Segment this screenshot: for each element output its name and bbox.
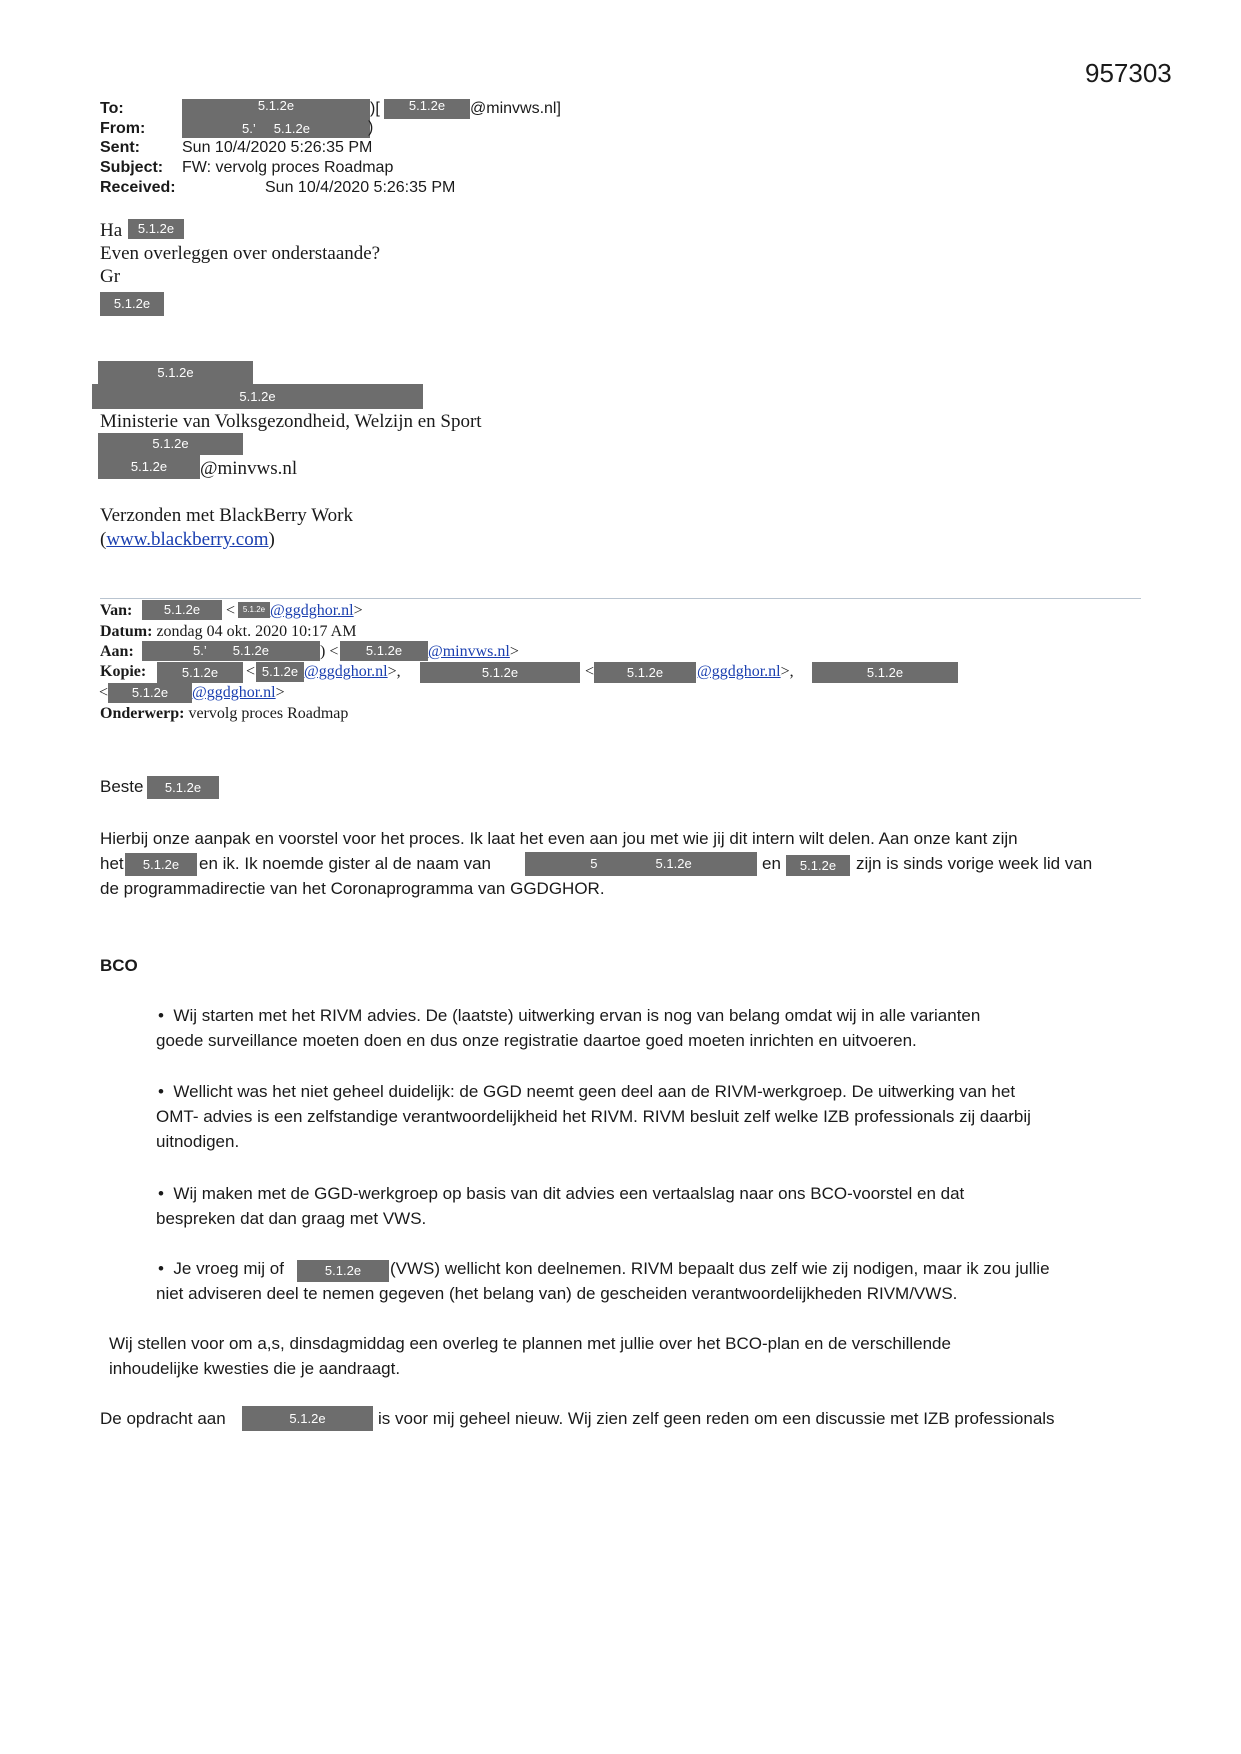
note-line2: Gr <box>100 266 121 287</box>
redaction-box: 5.1.2e <box>98 361 253 385</box>
redaction-box: 5.1.2e <box>125 853 197 876</box>
redaction-box: 5.1.2e <box>100 292 164 316</box>
bullet-4-text-a: Je vroeg mij of <box>173 1259 284 1278</box>
redaction-box: 5.1.2e <box>256 662 304 682</box>
kopie-email3-link[interactable]: @ggdghor.nl <box>192 684 276 701</box>
redaction-box: 5.1.2e <box>594 662 696 683</box>
kopie-sep2: >, <box>780 663 794 680</box>
redaction-box: 5.1.2e <box>128 219 184 239</box>
aan-mid: ) < <box>320 643 339 660</box>
aan-email-link[interactable]: @minvws.nl <box>428 643 510 660</box>
kopie-sep: >, <box>387 663 401 680</box>
bullet-icon: • <box>158 1082 164 1101</box>
datum-value: zondag 04 okt. 2020 10:17 AM <box>156 623 357 640</box>
paren-open: ( <box>100 529 107 550</box>
bullet-2-text: Wellicht was het niet geheel duidelijk: de GGD neemt geen deel aan de RIVM-werkgroep. De uitwerking van het <box>173 1082 1016 1101</box>
redaction-box: 5.1.2e <box>147 776 219 799</box>
kopie-lt2: < <box>585 663 595 680</box>
paragraph1-line2-c: en <box>762 854 781 873</box>
redaction-box: 5.1.2e <box>98 433 243 455</box>
salutation: Beste <box>100 777 144 796</box>
datum-label: Datum: <box>100 623 153 640</box>
redaction-box: 5.’ 5.1.2e <box>182 119 370 138</box>
onderwerp-line <box>100 705 348 723</box>
redaction-box: 5.1.2e <box>108 683 192 703</box>
subject-value: FW: vervolg proces Roadmap <box>182 159 394 176</box>
from-label: From: <box>100 120 146 137</box>
paragraph3-a: De opdracht aan <box>100 1409 226 1428</box>
redaction-box: 5.1.2e <box>157 662 243 683</box>
bullet-3-text: Wij maken met de GGD-werkgroep op basis van dit advies een vertaalslag naar ons BCO-voorstel en dat <box>173 1184 965 1203</box>
bullet-3-line2: bespreken dat dan graag met VWS. <box>156 1209 427 1228</box>
kopie-email3-line <box>192 684 285 702</box>
redaction-box: 5.1.2e <box>812 662 958 683</box>
paren-close: ) <box>268 529 275 550</box>
van-label: Van: <box>100 602 133 619</box>
redaction-box: 5.1.2e <box>238 602 270 618</box>
section-heading-bco: BCO <box>100 956 138 975</box>
bullet-icon: • <box>158 1006 164 1025</box>
greeting: Ha <box>100 220 123 241</box>
paragraph1-line2-b: en ik. Ik noemde gister al de naam van <box>199 854 491 873</box>
bullet-1-text: Wij starten met het RIVM advies. De (laatste) uitwerking ervan is nog van belang omdat wij in alle varianten <box>173 1006 981 1025</box>
redaction-box: 5.1.2e <box>182 99 370 121</box>
redaction-box: 5.1.2e <box>420 662 580 683</box>
note-line1: Even overleggen over onderstaande? <box>100 243 381 264</box>
paragraph3-b: is voor mij geheel nieuw. Wij zien zelf geen reden om een discussie met IZB professionals <box>378 1409 1055 1428</box>
bullet-icon: • <box>158 1184 164 1203</box>
bullet-2-line3: uitnodigen. <box>156 1132 240 1151</box>
redaction-box: 5.1.2e <box>142 600 222 620</box>
paragraph1-line2-d: zijn is sinds vorige week lid van <box>856 854 1093 873</box>
redaction-box: 5 5.1.2e <box>525 852 757 876</box>
onderwerp-label: Onderwerp: <box>100 705 185 722</box>
redaction-box: 5.1.2e <box>384 99 470 119</box>
onderwerp-value: vervolg proces Roadmap <box>188 705 349 722</box>
subject-label: Subject: <box>100 159 164 176</box>
signature-email-domain: @minvws.nl <box>200 458 298 479</box>
sent-label: Sent: <box>100 139 140 156</box>
paragraph2-line1: Wij stellen voor om a,s, dinsdagmiddag een overleg te plannen met jullie over het BCO-plan en de verschillende <box>109 1334 951 1353</box>
redaction-box: 5.1.2e <box>786 855 850 876</box>
divider <box>100 598 1141 599</box>
datum-line <box>100 623 356 641</box>
redaction-box: 5.1.2e <box>340 641 428 661</box>
to-domain: @minvws.nl] <box>470 100 561 117</box>
bullet-1-line1 <box>158 1006 980 1026</box>
sent-value: Sun 10/4/2020 5:26:35 PM <box>182 139 373 156</box>
aan-gt: > <box>509 643 519 660</box>
received-value: Sun 10/4/2020 5:26:35 PM <box>265 179 456 196</box>
bullet-icon: • <box>158 1259 164 1278</box>
bullet-4-line2: niet adviseren deel te nemen gegeven (het belang van) de gescheiden verantwoordelijkheden RIVM/VWS. <box>156 1284 958 1303</box>
document-number: 957303 <box>1085 58 1172 88</box>
bullet-1-line2: goede surveillance moeten doen en dus onze registratie daartoe goed moeten inrichten en uitvoeren. <box>156 1031 917 1050</box>
received-label: Received: <box>100 179 176 196</box>
bullet-2-line1 <box>158 1082 1015 1102</box>
van-email-line <box>270 602 363 620</box>
kopie-lt: < <box>246 663 256 680</box>
aan-email-line <box>428 643 519 661</box>
redaction-box: 5.’ 5.1.2e <box>142 641 320 661</box>
paragraph1-line1: Hierbij onze aanpak en voorstel voor het proces. Ik laat het even aan jou met wie jij dit intern wilt delen. Aan onze kant zijn <box>100 829 1018 848</box>
redaction-box: 5.1.2e <box>92 384 423 409</box>
paragraph1-line2-a: het <box>100 854 124 873</box>
van-gt: > <box>353 602 363 619</box>
paragraph2-line2: inhoudelijke kwesties die je aandraagt. <box>109 1359 401 1378</box>
to-bracket: )[ <box>370 100 380 117</box>
redaction-box: 5.1.2e <box>297 1260 389 1282</box>
kopie-label: Kopie: <box>100 663 147 680</box>
kopie-email2-link[interactable]: @ggdghor.nl <box>697 663 781 680</box>
kopie-email2-line <box>697 663 794 681</box>
blackberry-link[interactable]: www.blackberry.com <box>106 529 269 550</box>
ministry-name: Ministerie van Volksgezondheid, Welzijn en Sport <box>100 411 482 432</box>
bullet-4-line1-b: (VWS) wellicht kon deelnemen. RIVM bepaalt dus zelf wie zij nodigen, maar ik zou jullie <box>390 1259 1050 1278</box>
bullet-2-line2: OMT- advies is een zelfstandige verantwoordelijkheid het RIVM. RIVM besluit zelf welke IZB professionals zij daarbij <box>156 1107 1031 1126</box>
redaction-box: 5.1.2e <box>242 1406 373 1431</box>
redaction-box: 5.1.2e <box>98 455 200 479</box>
van-email-link[interactable]: @ggdghor.nl <box>270 602 354 619</box>
sent-with: Verzonden met BlackBerry Work <box>100 505 353 526</box>
blackberry-link-line <box>100 529 275 551</box>
kopie-end: > <box>275 684 285 701</box>
kopie-email1-line <box>304 663 401 681</box>
van-lt: < <box>226 602 236 619</box>
from-close: ) <box>368 119 374 136</box>
bullet-4-line1-a <box>158 1259 284 1279</box>
kopie-lt3: < <box>99 684 109 701</box>
to-label: To: <box>100 100 124 117</box>
paragraph1-line3: de programmadirectie van het Coronaprogramma van GGDGHOR. <box>100 879 605 898</box>
kopie-email1-link[interactable]: @ggdghor.nl <box>304 663 388 680</box>
bullet-3-line1 <box>158 1184 964 1204</box>
aan-label: Aan: <box>100 643 134 660</box>
